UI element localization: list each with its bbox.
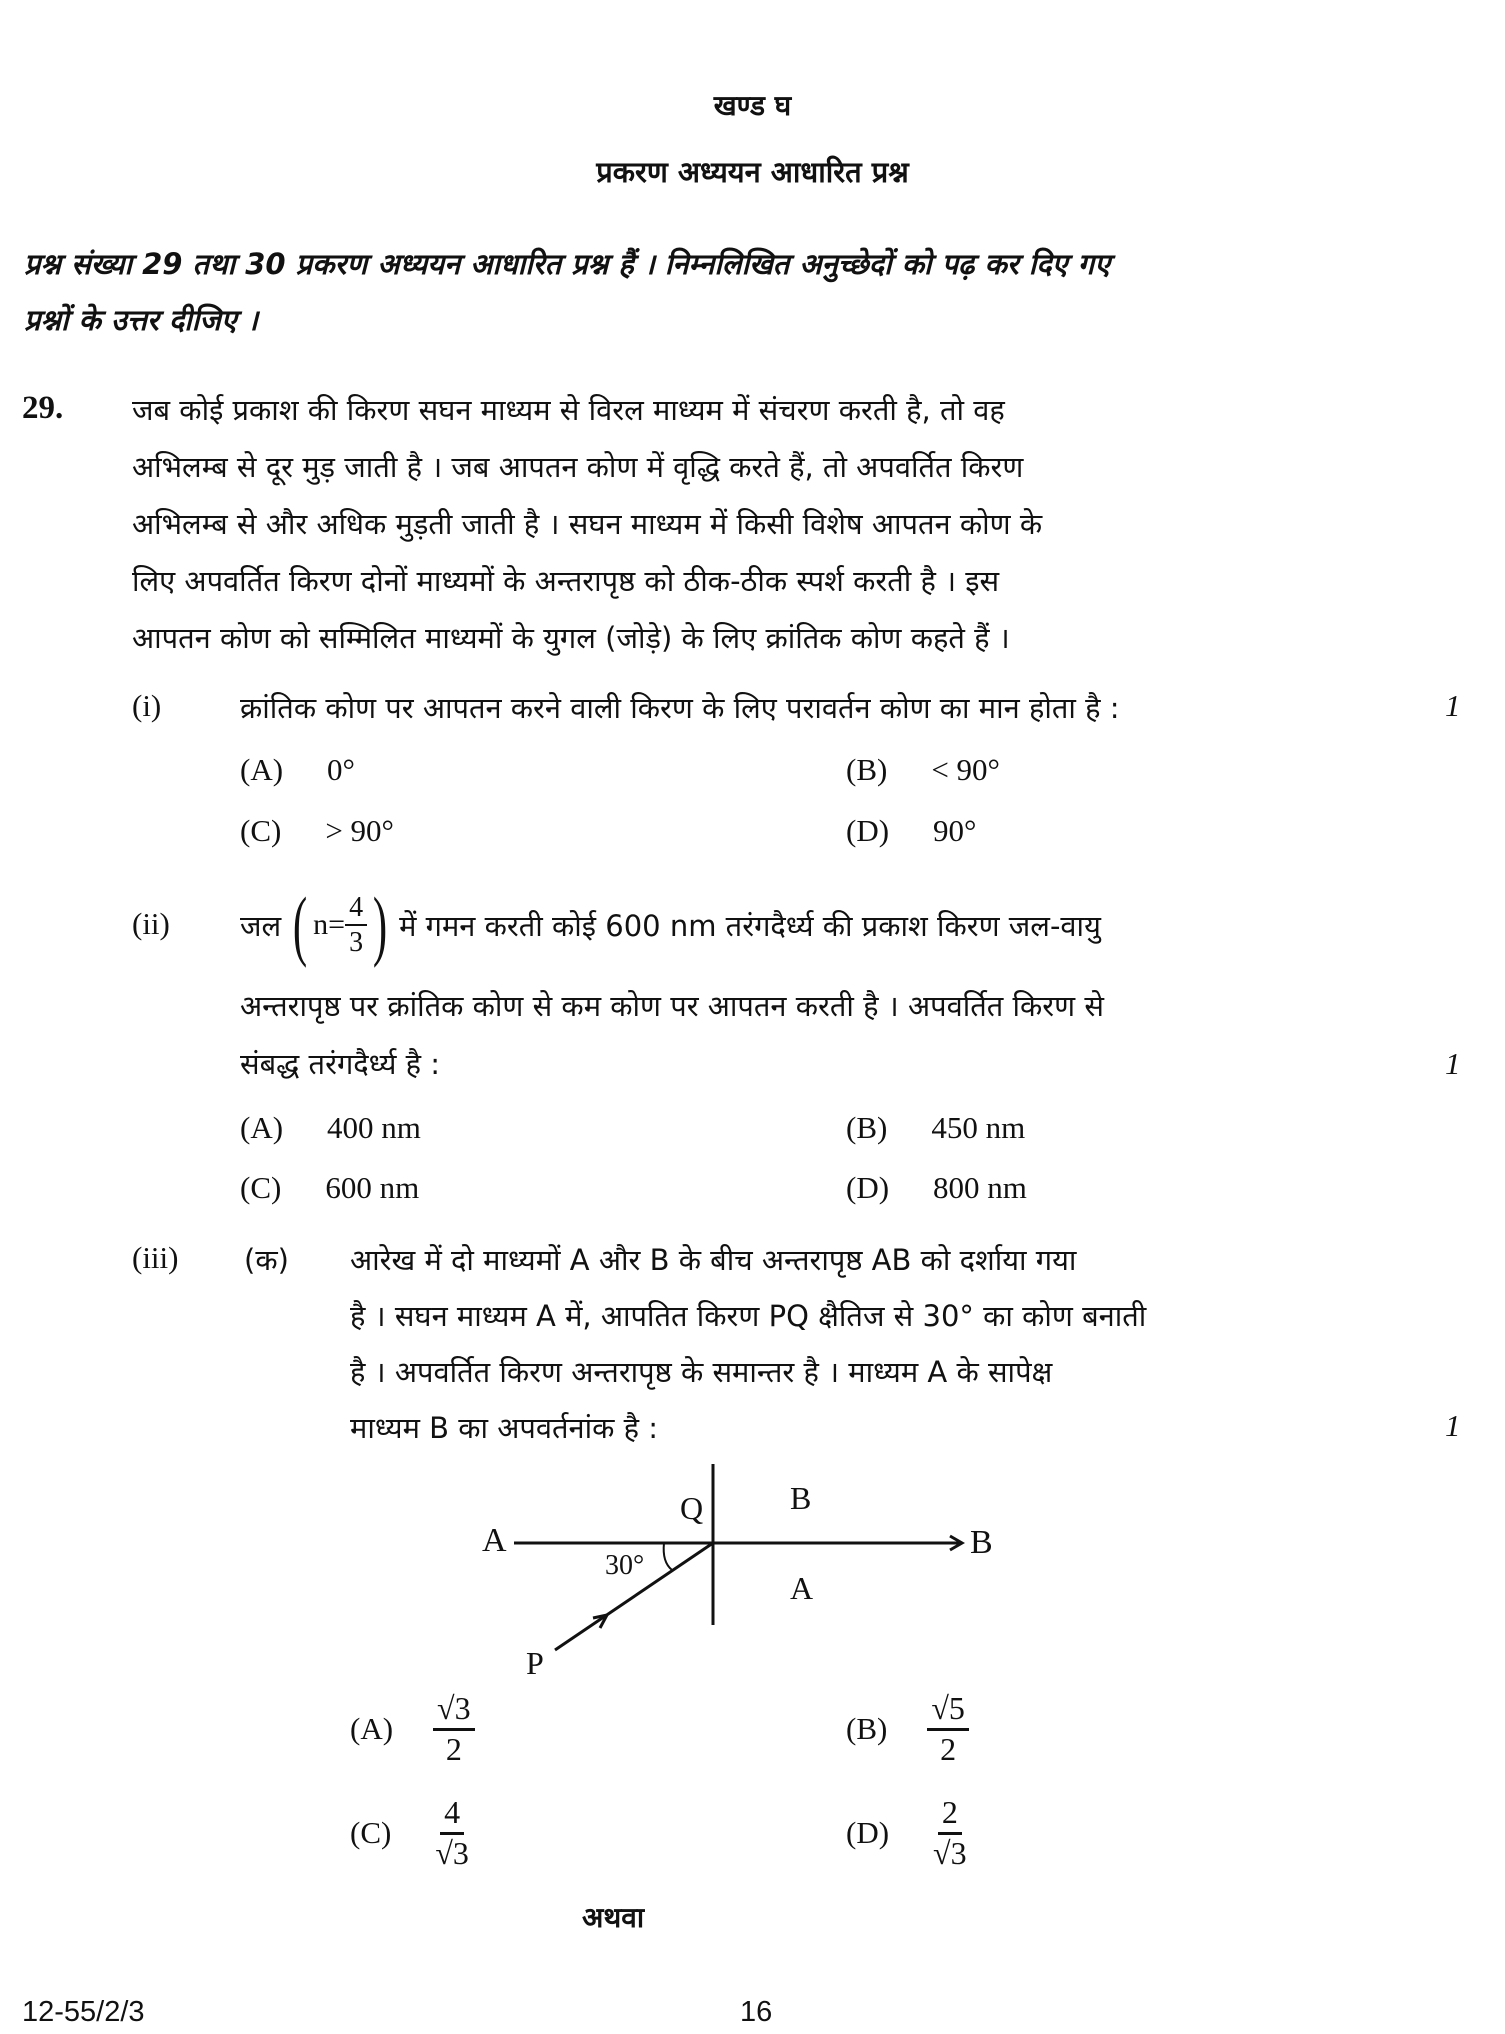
fraction-denominator: √3	[933, 1834, 967, 1871]
fraction-numerator: √3	[433, 1692, 475, 1731]
option-value: 0°	[327, 752, 355, 787]
option-fraction	[433, 1692, 475, 1766]
option-value: 400 nm	[327, 1110, 421, 1145]
subq-ii-line-1	[240, 880, 1101, 970]
option-fraction	[927, 1692, 969, 1766]
passage-line-3: अभिलम्ब से और अधिक मुड़ती जाती है । सघन माध्यम में किसी विशेष आपतन कोण के	[132, 507, 1043, 541]
option-label: (A)	[350, 1711, 394, 1747]
subq-ii-label: (ii)	[132, 906, 170, 941]
option-value: < 90°	[931, 752, 1000, 787]
option-label: (C)	[350, 1815, 392, 1851]
subq-iii-line-3: है । अपवर्तित किरण अन्तरापृष्ठ के समान्तर है । माध्यम A के सापेक्ष	[350, 1355, 1053, 1389]
option-label: (C)	[240, 1170, 282, 1205]
section-subtitle: प्रकरण अध्ययन आधारित प्रश्न	[596, 155, 909, 189]
right-paren-icon: )	[372, 881, 388, 968]
subq-ii-option-c[interactable]	[240, 1170, 419, 1206]
option-value: 800 nm	[933, 1170, 1027, 1205]
paper-code: 12-55/2/3	[22, 1996, 145, 2028]
fraction-denominator: √3	[435, 1834, 469, 1871]
n-symbol: n=	[313, 908, 346, 941]
option-label: (B)	[846, 1110, 888, 1145]
subq-iii-line-2: है । सघन माध्यम A में, आपतित किरण PQ क्षैतिज से 30° का कोण बनाती	[350, 1299, 1147, 1333]
diagram-angle-label: 30°	[605, 1550, 645, 1581]
refraction-diagram	[450, 1450, 1050, 1680]
subq-iii-label: (iii)	[132, 1240, 179, 1275]
option-fraction	[431, 1796, 473, 1870]
fraction-numerator: 2	[938, 1796, 962, 1835]
subq-ii-option-a[interactable]	[240, 1110, 421, 1146]
subq-iii-option-a[interactable]	[350, 1692, 475, 1766]
subq-i-text: क्रांतिक कोण पर आपतन करने वाली किरण के लिए परावर्तन कोण का मान होता है :	[240, 691, 1120, 725]
refractive-index-expression	[287, 881, 393, 968]
left-paren-icon: (	[293, 881, 308, 968]
passage-line-1: जब कोई प्रकाश की किरण सघन माध्यम से विरल माध्यम में संचरण करती है, तो वह	[132, 393, 1005, 427]
subq-iii-option-c[interactable]	[350, 1796, 473, 1870]
or-label: अथवा	[582, 1901, 645, 1934]
option-value: 90°	[933, 813, 977, 848]
option-label: (D)	[846, 813, 890, 848]
subq-ii-line-2: अन्तरापृष्ठ पर क्रांतिक कोण से कम कोण पर आपतन करती है । अपवर्तित किरण से	[240, 989, 1104, 1023]
subq-i-option-c[interactable]	[240, 813, 394, 849]
option-label: (D)	[846, 1170, 890, 1205]
n-numerator: 4	[345, 893, 367, 926]
option-label: (B)	[846, 1711, 888, 1747]
instructions	[24, 236, 1484, 348]
option-label: (B)	[846, 752, 888, 787]
subq-ii-line-3: संबद्ध तरंगदैर्ध्य है :	[240, 1047, 440, 1081]
subq-ii-option-b[interactable]	[846, 1110, 1025, 1146]
n-denominator: 3	[349, 927, 364, 958]
subq-iii-option-d[interactable]	[846, 1796, 971, 1870]
subq-iii-option-b[interactable]	[846, 1692, 969, 1766]
diagram-label-left-a: A	[482, 1522, 507, 1559]
diagram-label-right-b: B	[970, 1524, 993, 1561]
question-number: 29.	[22, 390, 64, 426]
option-label: (A)	[240, 1110, 284, 1145]
n-fraction	[345, 893, 367, 958]
passage-line-4: लिए अपवर्तित किरण दोनों माध्यमों के अन्तरापृष्ठ को ठीक-ठीक स्पर्श करती है । इस	[132, 564, 1000, 598]
subq-i-label: (i)	[132, 688, 162, 723]
subq-i-option-b[interactable]	[846, 752, 1000, 788]
option-label: (D)	[846, 1815, 890, 1851]
fraction-numerator: 4	[440, 1796, 464, 1835]
diagram-label-q: Q	[680, 1490, 704, 1526]
passage-line-2: अभिलम्ब से दूर मुड़ जाती है । जब आपतन कोण में वृद्धि करते हैं, तो अपवर्तित किरण	[132, 450, 1024, 484]
option-value: > 90°	[325, 813, 394, 848]
subq-ii-option-d[interactable]	[846, 1170, 1027, 1206]
subq-iii-part-label: (क)	[244, 1243, 289, 1277]
option-label: (A)	[240, 752, 284, 787]
subq-i-option-a[interactable]	[240, 752, 355, 788]
subq-i-option-d[interactable]	[846, 813, 976, 849]
section-title: खण्ड घ	[713, 89, 792, 122]
option-value: 600 nm	[325, 1170, 420, 1205]
option-value: 450 nm	[931, 1110, 1026, 1145]
diagram-label-p: P	[526, 1645, 544, 1681]
option-fraction	[929, 1796, 971, 1870]
fraction-denominator: 2	[940, 1730, 957, 1767]
instruction-line-2: प्रश्नों के उत्तर दीजिए ।	[24, 303, 258, 337]
subq-ii-text-pre: जल	[240, 908, 282, 943]
instruction-line-1: प्रश्न संख्या 29 तथा 30 प्रकरण अध्ययन आधारित प्रश्न हैं । निम्नलिखित अनुच्छेदों को पढ़ कर दिए गए	[24, 247, 1111, 281]
diagram-medium-bottom-label: A	[790, 1570, 814, 1606]
subq-iii-line-1: आरेख में दो माध्यमों A और B के बीच अन्तरापृष्ठ AB को दर्शाया गया	[350, 1243, 1077, 1277]
subq-ii-text-post: में गमन करती कोई 600 nm तरंगदैर्ध्य की प्रकाश किरण जल-वायु	[399, 908, 1101, 943]
subq-i-marks: 1	[1445, 688, 1461, 723]
passage-line-5: आपतन कोण को सम्मिलित माध्यमों के युगल (जोड़े) के लिए क्रांतिक कोण कहते हैं ।	[132, 621, 1010, 655]
diagram-medium-top-label: B	[790, 1480, 812, 1516]
subq-iii-marks: 1	[1445, 1408, 1461, 1443]
passage	[132, 382, 1392, 667]
option-label: (C)	[240, 813, 282, 848]
page-number: 16	[740, 1996, 773, 2028]
fraction-denominator: 2	[445, 1730, 462, 1767]
subq-ii-marks: 1	[1445, 1046, 1461, 1081]
subq-iii-line-4: माध्यम B का अपवर्तनांक है :	[350, 1411, 659, 1445]
fraction-numerator: √5	[927, 1692, 969, 1731]
